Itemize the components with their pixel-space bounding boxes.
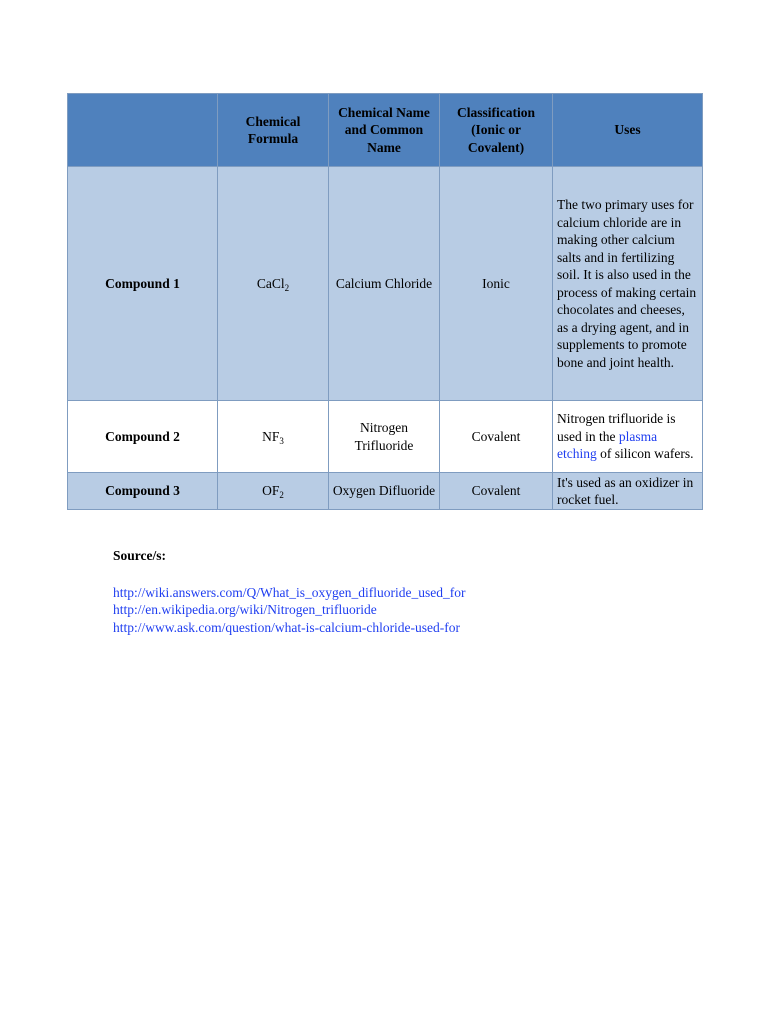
uses-text-after-link: of silicon wafers.	[596, 446, 694, 462]
source-link-nitrogen-trifluoride[interactable]: http://en.wikipedia.org/wiki/Nitrogen_trifluoride	[113, 602, 377, 617]
formula-base: NF	[262, 428, 280, 444]
classification: Ionic	[440, 167, 553, 401]
compound-label: Compound 1	[68, 167, 218, 401]
source-link-calcium-chloride[interactable]: http://www.ask.com/question/what-is-calcium-chloride-used-for	[113, 619, 461, 635]
chemical-name: Calcium Chloride	[329, 167, 440, 401]
uses-text: It's used as an oxidizer in rocket fuel.	[553, 473, 703, 510]
uses-text	[553, 401, 703, 473]
formula-subscript: 3	[279, 435, 284, 446]
chemical-formula	[218, 401, 329, 473]
header-chemical-formula: Chemical Formula	[218, 94, 329, 167]
chemical-formula	[218, 473, 329, 510]
formula-subscript: 2	[279, 490, 284, 501]
table-row	[68, 401, 703, 473]
table-row	[68, 167, 703, 401]
compounds-table	[67, 93, 703, 510]
header-classification: Classification (Ionic or Covalent)	[440, 94, 553, 167]
formula-base: OF	[262, 483, 280, 499]
chemical-formula	[218, 167, 329, 401]
compound-label: Compound 3	[68, 473, 218, 510]
uses-text: The two primary uses for calcium chloride are in making other calcium salts and in fertilizing soil. It is also used in the process of making certain chocolates and cheeses, as a drying agent, and in supplements to promote bone and joint health.	[553, 167, 703, 401]
classification: Covalent	[440, 401, 553, 473]
source-link-oxygen-difluoride[interactable]: http://wiki.answers.com/Q/What_is_oxygen_difluoride_used_for	[113, 584, 466, 600]
sources-label: Source/s:	[113, 548, 166, 563]
compound-label: Compound 2	[68, 401, 218, 473]
sources-section	[113, 547, 465, 636]
chemical-name: Oxygen Difluoride	[329, 473, 440, 510]
table-row	[68, 473, 703, 510]
formula-base: CaCl	[256, 275, 285, 291]
uses-text-before-link: Nitrogen trifluoride is used in the	[557, 411, 676, 444]
plasma-etching-link[interactable]: plasma etching	[557, 428, 658, 462]
header-blank-cell	[68, 94, 218, 167]
formula-subscript: 2	[284, 282, 290, 293]
header-chemical-name: Chemical Name and Common Name	[329, 94, 440, 167]
chemical-name: Nitrogen Trifluoride	[329, 401, 440, 473]
header-uses: Uses	[553, 94, 703, 167]
table-header-row	[68, 94, 703, 167]
classification: Covalent	[440, 473, 553, 510]
